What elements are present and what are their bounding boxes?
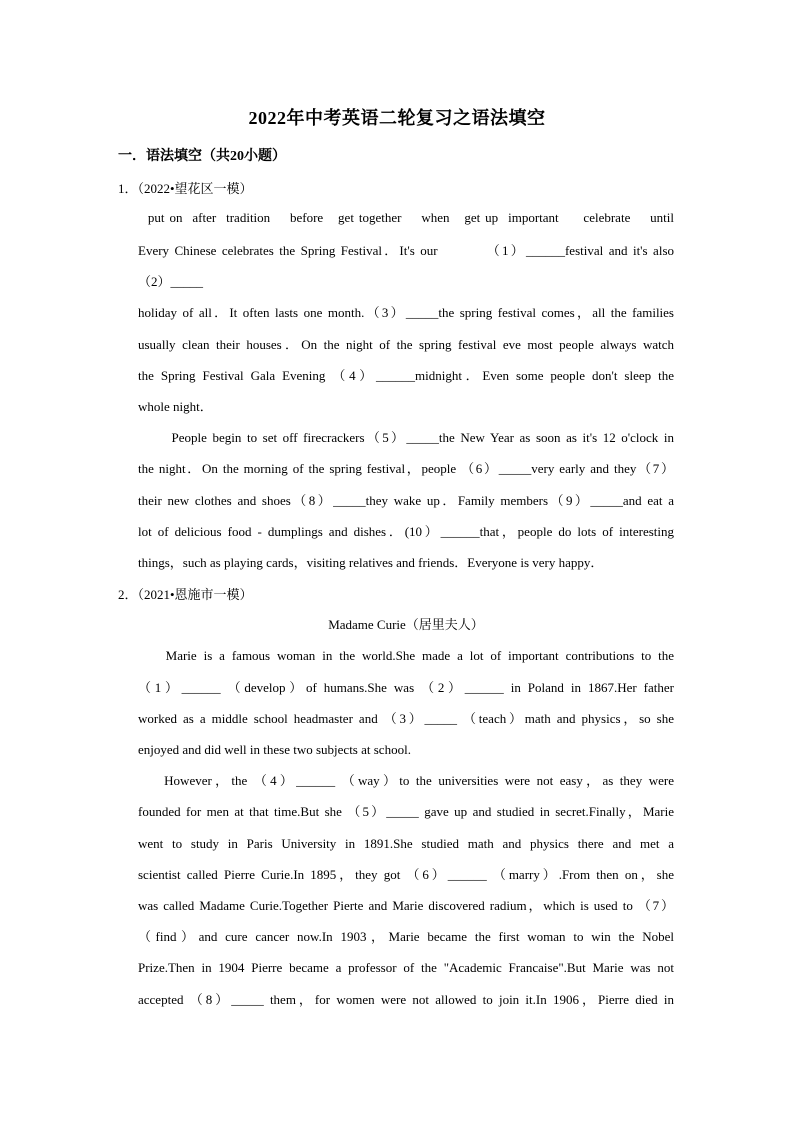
q1-line-11: things，such as playing cards，visiting relatives and friends．Everyone is very happy． <box>138 555 604 570</box>
q1-line-4: usually clean their houses．On the night of the spring festival eve most people always watch <box>138 337 674 352</box>
q1-line-10: lot of delicious food - dumplings and dishes．(10）______that，people do lots of interesting <box>138 524 674 539</box>
page-title: 2022年中考英语二轮复习之语法填空 <box>248 108 546 128</box>
q2-line-7: went to study in Paris University in 1891.She studied math and physics there and met a <box>138 836 674 851</box>
q2-line-12: accepted （8）_____ them，for women were not allowed to join it.In 1906，Pierre died in <box>138 992 674 1007</box>
question-1-header: 1．（2022•望花区一模） <box>118 181 253 196</box>
passage-title: Madame Curie（居里夫人） <box>328 617 484 632</box>
q2-line-4: enjoyed and did well in these two subjects at school. <box>138 742 411 757</box>
q1-line-5: the Spring Festival Gala Evening （4）______midnight．Even some people don't sleep the <box>138 368 674 383</box>
q1-line-3: holiday of all．It often lasts one month.（3）_____the spring festival comes，all the families <box>138 305 674 320</box>
q2-line-9: was called Madame Curie.Together Pierte and Marie discovered radium，which is used to （7） <box>138 898 674 913</box>
q2-line-6: founded for men at that time.But she （5）_____ gave up and studied in secret.Finally，Marie <box>138 804 674 819</box>
q2-line-2: （1）______ （develop）of humans.She was （2）______ in Poland in 1867.Her father <box>138 680 674 695</box>
q2-line-10: （find）and cure cancer now.In 1903，Marie became the first woman to win the Nobel <box>138 929 674 944</box>
q2-line-1: Marie is a famous woman in the world.She made a lot of important contributions to the <box>138 648 674 663</box>
q1-line-6: whole night． <box>138 399 213 414</box>
q1-line-9: their new clothes and shoes（8）_____they wake up．Family members（9）_____and eat a <box>138 493 674 508</box>
question-2-header: 2．（2021•恩施市一模） <box>118 587 253 602</box>
q2-line-8: scientist called Pierre Curie.In 1895，they got （6）______ （marry）.From then on，she <box>138 867 674 882</box>
q2-line-3: worked as a middle school headmaster and （3）_____ （teach）math and physics，so she <box>138 711 674 726</box>
q1-line-1: Every Chinese celebrates the Spring Festival．It's our （1）______festival and it's also <box>138 243 674 258</box>
q1-line-8: the night．On the morning of the spring festival，people （6）_____very early and they（7） <box>138 461 674 476</box>
q2-line-11: Prize.Then in 1904 Pierre became a professor of the "Academic Francaise".But Marie was not <box>138 960 674 975</box>
word-bank: put on after tradition before get together when get up important celebrate until <box>138 210 674 225</box>
section-heading: 一．语法填空（共20小题） <box>118 149 286 164</box>
q1-line-7: People begin to set off firecrackers（5）_____the New Year as soon as it's 12 o'clock in <box>138 430 674 445</box>
q1-line-2: （2）_____ <box>138 274 204 289</box>
q2-line-5: However，the （4）______ （way）to the universities were not easy，as they were <box>138 773 674 788</box>
